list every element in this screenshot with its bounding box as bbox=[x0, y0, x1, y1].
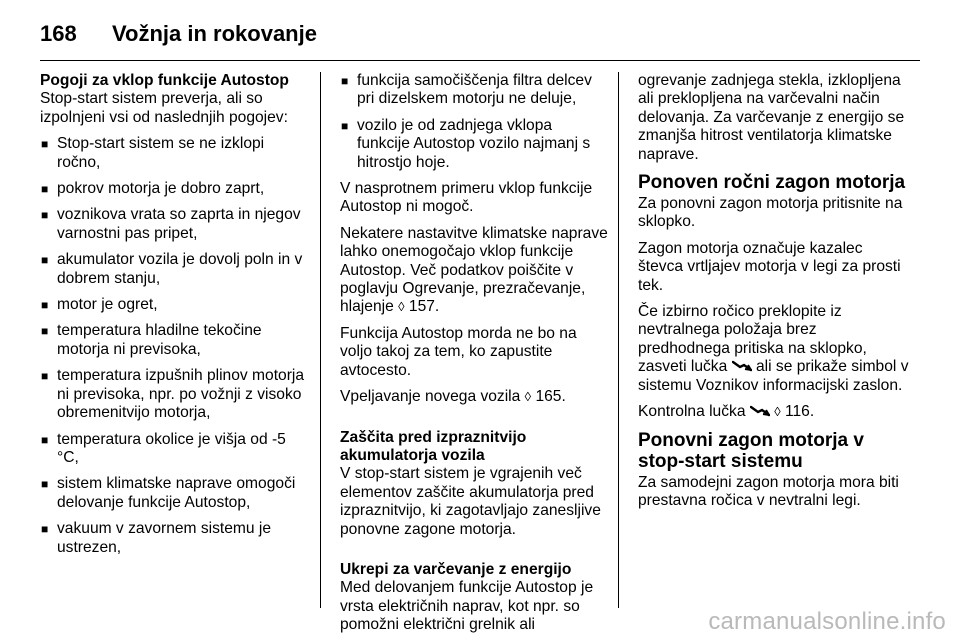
auto-restart-paragraph: Za samodejni zagon motorja mora biti prestavna ročica v nevtralni legi. bbox=[638, 473, 899, 509]
watermark-brand: carmanualsonline.info bbox=[708, 608, 946, 635]
battery-protection-heading: Zaščita pred izpraznitvijo akumulatorja vozila bbox=[340, 428, 527, 464]
column-divider-2 bbox=[618, 72, 619, 608]
list-item: ■ temperatura okolice je višja od -5 °C, bbox=[41, 430, 286, 466]
list-item: ■ motor je ogret, bbox=[41, 296, 158, 314]
energy-saving-paragraph: Med delovanjem funkcije Autostop je vrsta električnih naprav, kot npr. so pomožni električni grelnik ali bbox=[340, 579, 594, 634]
column-1 bbox=[40, 72, 308, 565]
autostop-conditions-heading: Pogoji za vklop funkcije Autostop bbox=[40, 72, 289, 89]
conditions-intro: Stop-start sistem preverja, ali so izpolnjeni vsi od naslednjih pogojev: bbox=[40, 90, 288, 126]
page-reference-icon: ◊ bbox=[398, 299, 405, 315]
page-reference[interactable]: 116. bbox=[784, 403, 815, 421]
list-item: ■ funkcija samočiščenja filtra delcev pri dizelskem motorju ne deluje, bbox=[341, 72, 592, 108]
bullet-icon: ■ bbox=[41, 253, 49, 268]
bullet-icon: ■ bbox=[41, 369, 49, 384]
list-item: ■ akumulator vozila je dovolj poln in v dobrem stanju, bbox=[41, 251, 303, 287]
column-3 bbox=[638, 72, 910, 518]
list-item: ■ Stop-start sistem se ne izklopi ročno, bbox=[41, 135, 265, 171]
conditions-list-continued bbox=[340, 72, 608, 172]
page-reference[interactable]: 157. bbox=[408, 298, 440, 316]
bullet-icon: ■ bbox=[41, 137, 49, 152]
list-item: ■ voznikova vrata so zaprta in njegov varnostni pas pripet, bbox=[41, 206, 301, 242]
page-header bbox=[40, 14, 317, 54]
list-item: ■ temperatura izpušnih plinov motorja ni previsoka, npr. po vožnji z visoko obremenitvijo motorja, bbox=[41, 367, 305, 422]
otherwise-paragraph: V nasprotnem primeru vklop funkcije Autostop ni mogoč. bbox=[340, 180, 593, 216]
list-item: ■ vakuum v zavornem sistemu je ustrezen, bbox=[41, 520, 272, 556]
manual-restart-paragraph: Za ponovni zagon motorja pritisnite na sklopko. bbox=[638, 195, 903, 231]
list-item: ■ temperatura hladilne tekočine motorja ni previsoka, bbox=[41, 322, 262, 358]
gear-lever-paragraph: Če izbirno ročico preklopite iz nevtralnega položaja brez predhodnega pritiska na sklopko, zasveti lučka ali se prikaže simbol v sistemu Voznikov informacijski zaslon. bbox=[638, 303, 909, 394]
list-item: ■ vozilo je od zadnjega vklopa funkcije Autostop vozilo najmanj s hitrostjo hoje. bbox=[341, 116, 591, 171]
bullet-icon: ■ bbox=[41, 477, 49, 492]
climate-settings-paragraph: Nekatere nastavitve klimatske naprave lahko onemogočajo vklop funkcije Autostop. Več podatkov poiščite v poglavju Ogrevanje, prezračevanje, hlajenje ◊ 157. bbox=[340, 224, 608, 316]
bullet-icon: ■ bbox=[41, 298, 49, 313]
bullet-icon: ■ bbox=[41, 208, 49, 223]
running-in-paragraph: Vpeljavanje novega vozila ◊ 165. bbox=[340, 388, 566, 406]
autostop-lamp-icon bbox=[732, 360, 752, 372]
page-reference-icon: ◊ bbox=[524, 389, 532, 405]
autostop-lamp-icon bbox=[750, 405, 770, 417]
page-title: Vožnja in rokovanje bbox=[112, 21, 317, 46]
bullet-icon: ■ bbox=[341, 74, 349, 88]
energy-saving-heading: Ukrepi za varčevanje z energijo bbox=[340, 560, 572, 578]
page-number: 168 bbox=[40, 21, 77, 46]
column-2 bbox=[340, 72, 608, 635]
auto-restart-heading: Ponovni zagon motorja v stop-start sistemu bbox=[638, 429, 864, 472]
manual-restart-heading: Ponoven ročni zagon motorja bbox=[638, 172, 906, 194]
bullet-icon: ■ bbox=[41, 522, 49, 537]
bullet-icon: ■ bbox=[41, 324, 49, 339]
column-divider-1 bbox=[320, 72, 321, 608]
control-lamp-paragraph: Kontrolna lučka ◊ 116. bbox=[638, 403, 815, 421]
battery-protection-paragraph: V stop-start sistem je vgrajenih več elementov zaščite akumulatorja pred izpraznitvijo, ki zagotavljajo zanesljive ponovne zagone motorja. bbox=[340, 465, 601, 538]
page-reference[interactable]: 165. bbox=[535, 388, 566, 406]
bullet-icon: ■ bbox=[341, 118, 349, 133]
energy-saving-continued: ogrevanje zadnjega stekla, izklopljena ali preklopljena na varčevalni način delovanja. Za varčevanje z energijo se zmanjša hitrost ventilatorja klimatske naprave. bbox=[638, 72, 905, 163]
list-item: ■ pokrov motorja je dobro zaprt, bbox=[41, 180, 265, 198]
bullet-icon: ■ bbox=[41, 432, 49, 447]
motorway-paragraph: Funkcija Autostop morda ne bo na voljo takoj za tem, ko zapustite avtocesto. bbox=[340, 324, 577, 379]
page-reference-icon: ◊ bbox=[774, 404, 781, 420]
header-rule bbox=[40, 60, 920, 61]
bullet-icon: ■ bbox=[41, 182, 49, 197]
conditions-list bbox=[40, 135, 308, 557]
list-item: ■ sistem klimatske naprave omogoči delovanje funkcije Autostop, bbox=[41, 475, 296, 511]
restart-indication-paragraph: Zagon motorja označuje kazalec števca vrtljajev motorja v legi za prosti tek. bbox=[638, 239, 901, 294]
